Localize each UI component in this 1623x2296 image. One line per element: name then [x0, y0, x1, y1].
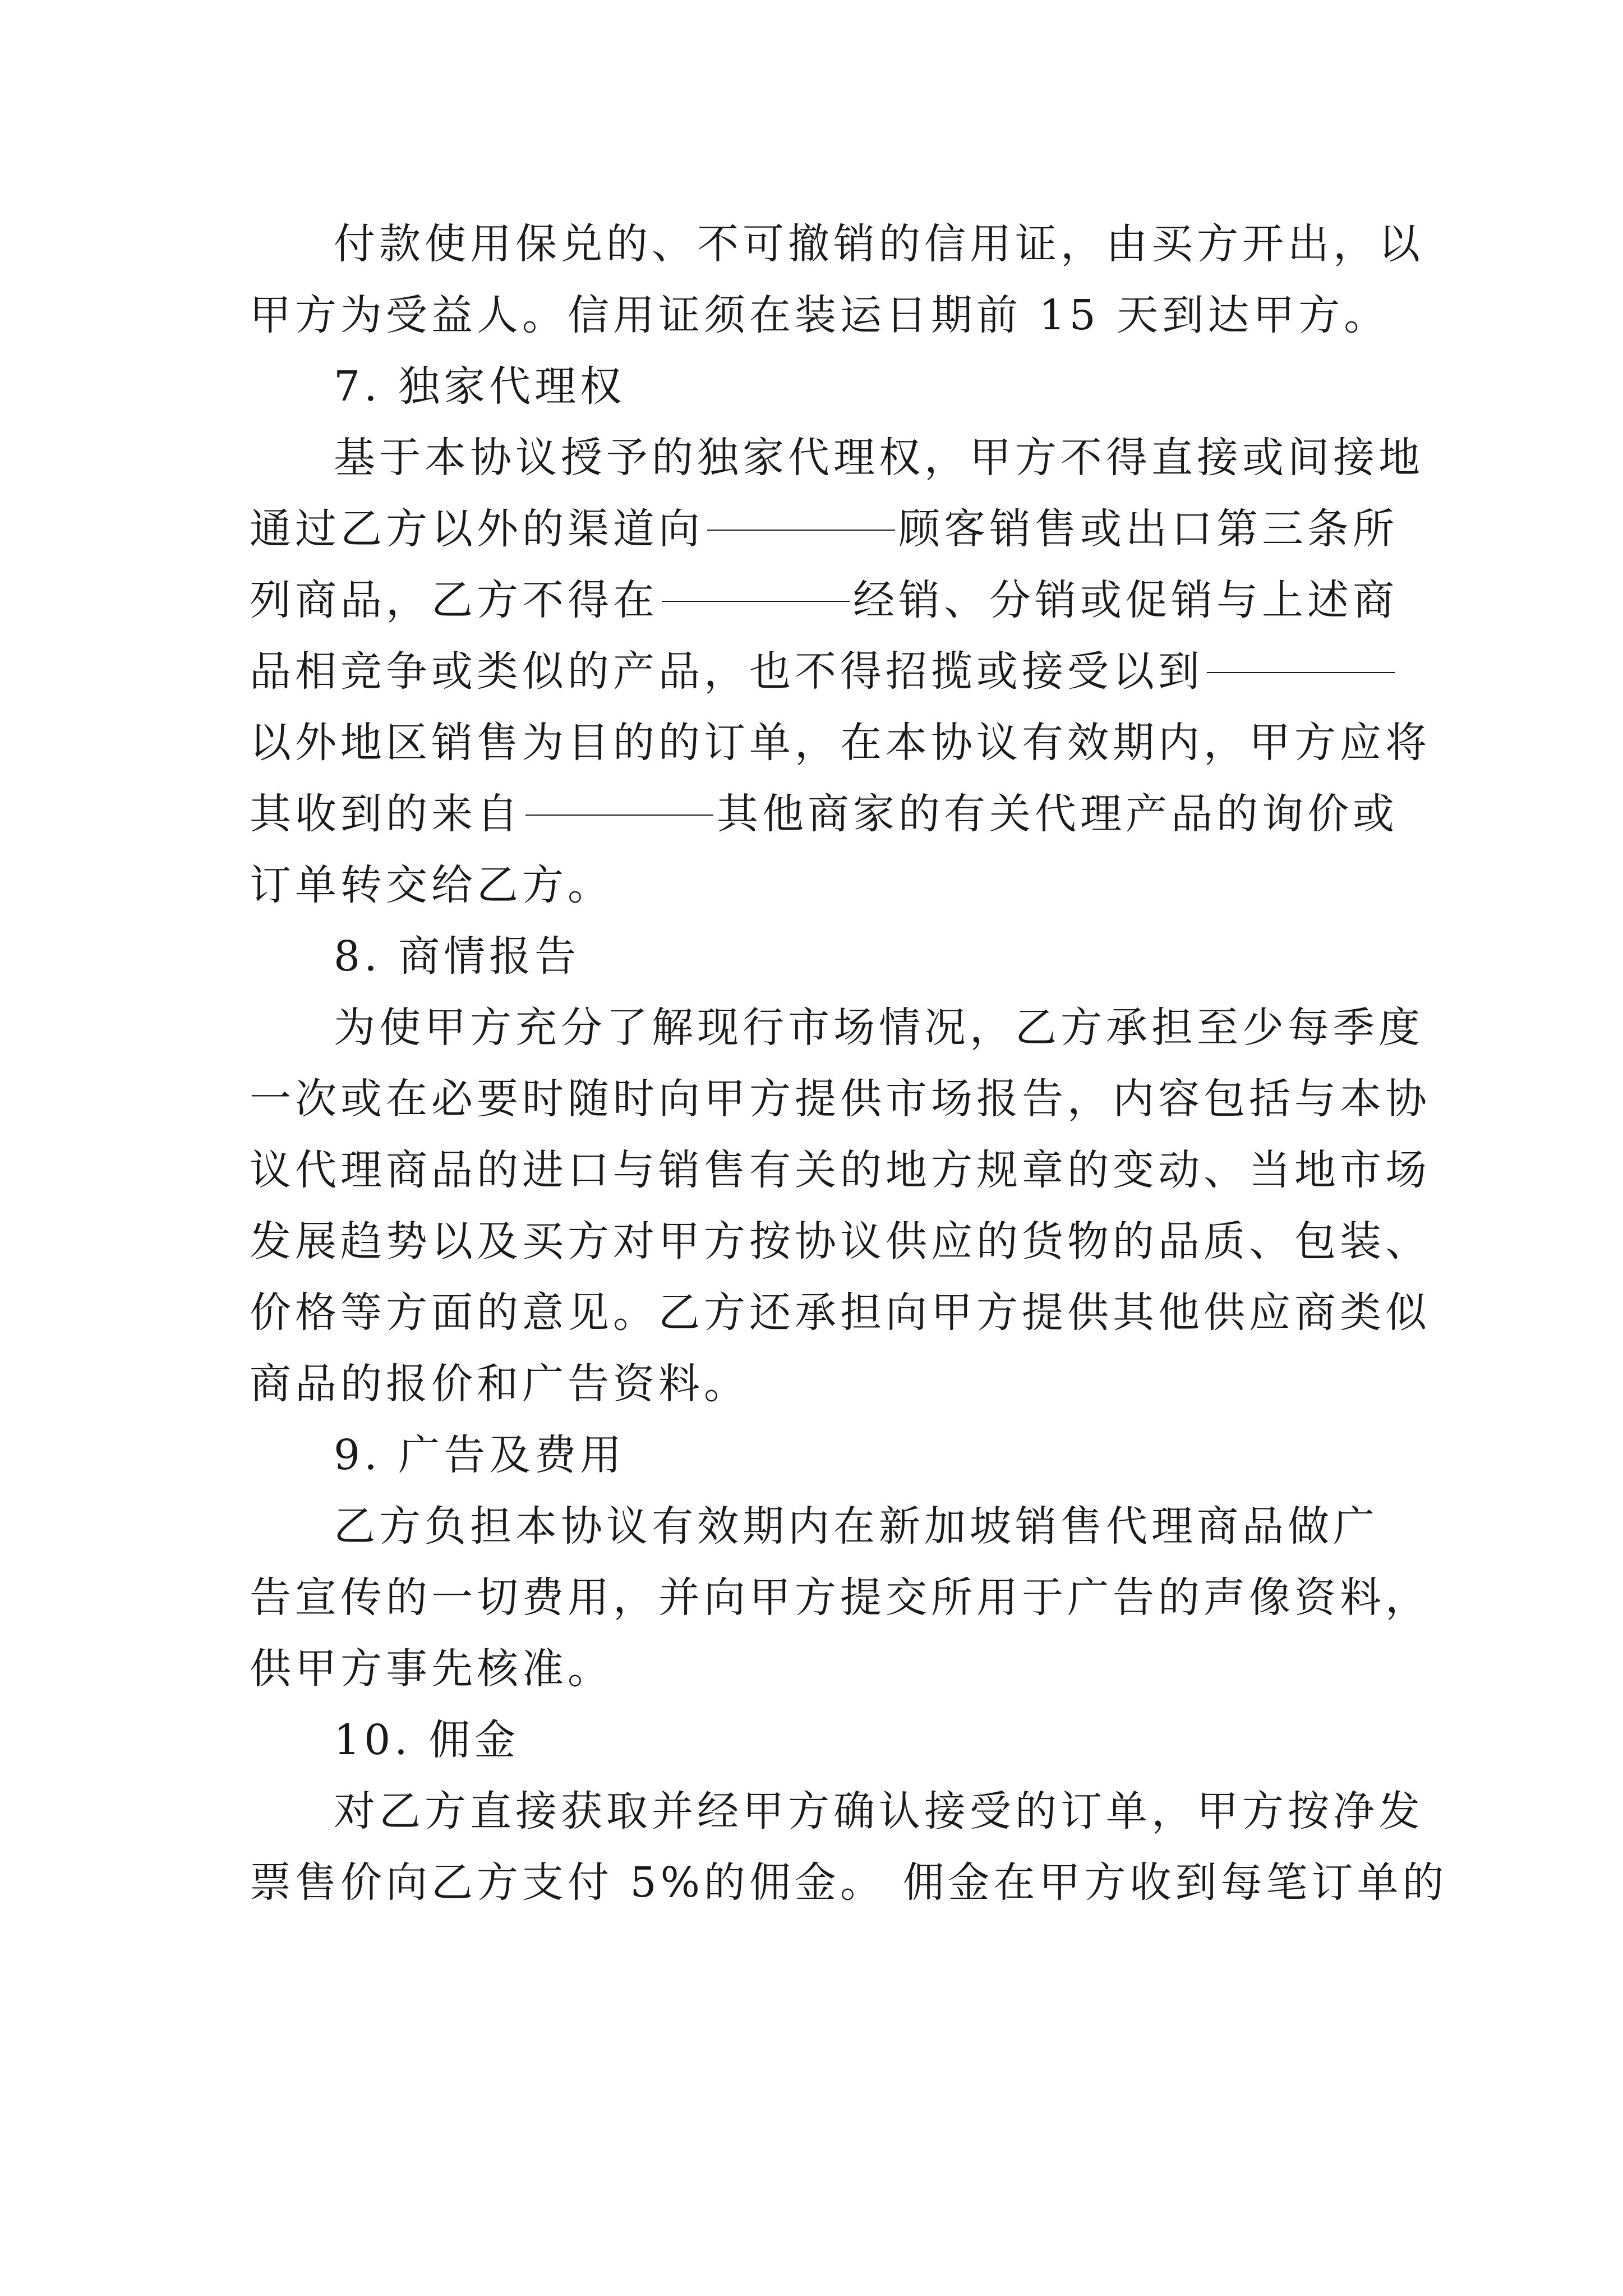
paragraph-line	[250, 636, 1388, 707]
text-run: 经销、分销或促销与上述商	[853, 576, 1398, 624]
paragraph-line: 乙方负担本协议有效期内在新加坡销售代理商品做广	[334, 1502, 1378, 1550]
fill-in-blank[interactable]	[662, 600, 850, 602]
section-heading: 7. 独家代理权	[334, 362, 626, 411]
fill-in-blank[interactable]	[525, 814, 713, 816]
fill-in-blank[interactable]	[707, 529, 895, 531]
paragraph-line: 价格等方面的意见。乙方还承担向甲方提供其他供应商类似	[250, 1289, 1431, 1337]
text-run: 其他商家的有关代理产品的询价或	[717, 790, 1398, 838]
fill-in-blank[interactable]	[1207, 671, 1395, 673]
paragraph-line	[250, 494, 1398, 565]
paragraph-line: 对乙方直接获取并经甲方确认接受的订单，甲方按净发	[334, 1787, 1424, 1835]
paragraph-line: 告宣传的一切费用，并向甲方提交所用于广告的声像资料，	[250, 1573, 1431, 1622]
paragraph-line	[250, 779, 1398, 850]
section-heading: 9. 广告及费用	[334, 1431, 626, 1479]
paragraph-line: 订单转交给乙方。	[250, 861, 613, 909]
text-run: 其收到的来自	[250, 790, 522, 838]
paragraph-line: 甲方为受益人。信用证须在装运日期前 15 天到达甲方。	[250, 291, 1390, 339]
document-page	[250, 209, 1448, 1918]
text-run: 列商品，乙方不得在	[250, 576, 658, 624]
paragraph-line: 议代理商品的进口与销售有关的地方规章的变动、当地市场	[250, 1146, 1431, 1194]
text-run: 顾客销售或出口第三条所	[898, 505, 1398, 553]
paragraph-line: 基于本协议授予的独家代理权，甲方不得直接或间接地	[334, 434, 1424, 482]
section-heading: 10. 佣金	[334, 1716, 520, 1764]
paragraph-line: 商品的报价和广告资料。	[250, 1360, 749, 1408]
section-heading: 8. 商情报告	[334, 932, 580, 981]
paragraph-line: 以外地区销售为目的的订单，在本协议有效期内，甲方应将	[250, 719, 1431, 767]
text-run: 通过乙方以外的渠道向	[250, 505, 704, 553]
paragraph-line: 为使甲方充分了解现行市场情况，乙方承担至少每季度	[334, 1004, 1424, 1052]
text-run: 品相竞争或类似的产品，也不得招揽或接受以到	[250, 647, 1204, 696]
paragraph-line: 票售价向乙方支付 5%的佣金。 佣金在甲方收到每笔订单的	[250, 1858, 1448, 1907]
paragraph-line: 发展趋势以及买方对甲方按协议供应的货物的品质、包装、	[250, 1217, 1431, 1266]
paragraph-line: 供甲方事先核准。	[250, 1645, 613, 1693]
paragraph-line: 一次或在必要时随时向甲方提供市场报告，内容包括与本协	[250, 1075, 1431, 1123]
paragraph-line: 付款使用保兑的、不可撤销的信用证，由买方开出，以	[334, 220, 1424, 268]
paragraph-line	[250, 565, 1398, 636]
